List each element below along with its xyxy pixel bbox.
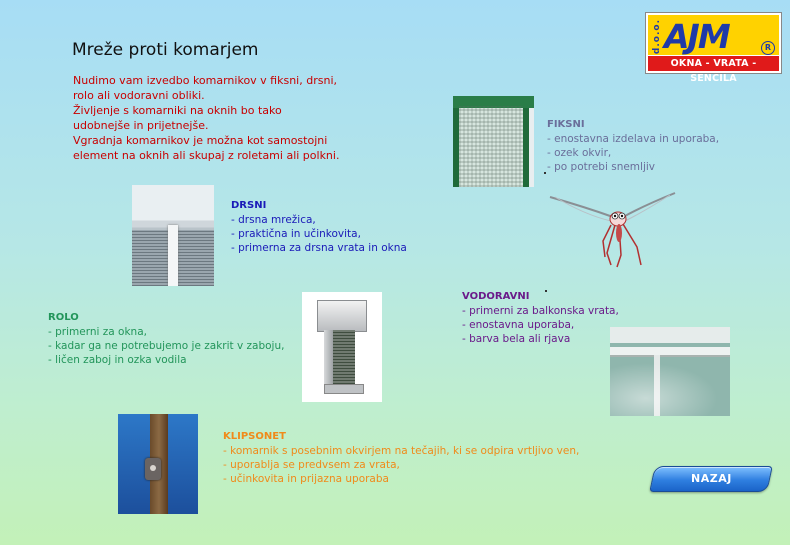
- section-line: - primerni za balkonska vrata,: [462, 305, 619, 317]
- section-line: - drsna mrežica,: [231, 214, 316, 226]
- section-line: - ozek okvir,: [547, 147, 612, 159]
- fiksni-photo: [453, 96, 534, 187]
- rolo-bottom: [324, 384, 364, 394]
- section-line: - po potrebi snemljiv: [547, 161, 656, 173]
- dot: [545, 290, 547, 292]
- section-drsni: [231, 199, 407, 255]
- section-line: - komarnik s posebnim okvirjem na tečajih, ki se odpira vrtljivo ven,: [223, 445, 580, 457]
- section-line: - primerna za drsna vrata in okna: [231, 242, 407, 254]
- fiksni-mesh: [459, 106, 523, 187]
- vodoravni-glass: [610, 357, 730, 416]
- rolo-mesh: [333, 330, 355, 390]
- intro-line: element na oknih ali skupaj z roletami ali polkni.: [73, 149, 340, 162]
- section-line: - enostavna uporaba,: [462, 319, 575, 331]
- section-title: KLIPSONET: [223, 431, 286, 442]
- section-line: - barva bela ali rjava: [462, 333, 571, 345]
- section-vodoravni: [462, 290, 619, 346]
- section-line: - ličen zaboj in ozka vodila: [48, 354, 187, 366]
- logo-doo: d.o.o.: [652, 19, 662, 55]
- section-title: ROLO: [48, 312, 79, 323]
- logo-yellow-field: [648, 15, 779, 55]
- dot: [544, 172, 546, 174]
- section-title: FIKSNI: [547, 119, 585, 130]
- section-line: - učinkovita in prijazna uporaba: [223, 473, 389, 485]
- back-button-label: NAZAJ: [690, 472, 732, 485]
- intro-line: Nudimo vam izvedbo komarnikov v fiksni, drsni,: [73, 74, 337, 87]
- rolo-box: [317, 300, 367, 332]
- drsni-photo: [132, 185, 214, 286]
- mosquito-icon: [545, 185, 680, 270]
- page-title: Mreže proti komarjem: [72, 40, 259, 60]
- section-fiksni: [547, 118, 719, 174]
- section-klipsonet: [223, 430, 579, 486]
- logo-brand: AJM: [664, 17, 729, 56]
- back-button[interactable]: [649, 466, 773, 492]
- intro-line: udobnejše in prijetnejše.: [73, 119, 209, 132]
- section-line: - uporablja se predvsem za vrata,: [223, 459, 400, 471]
- section-title: DRSNI: [231, 200, 267, 211]
- intro-text: [73, 73, 339, 163]
- intro-line: Vgradnja komarnikov je možna kot samostojni: [73, 134, 328, 147]
- intro-line: Življenje s komarniki na oknih bo tako: [73, 104, 282, 117]
- section-line: - enostavna izdelava in uporaba,: [547, 133, 720, 145]
- ajm-logo[interactable]: [645, 12, 782, 84]
- drsni-post: [168, 225, 178, 286]
- klipsonet-photo: [118, 414, 198, 514]
- section-title: VODORAVNI: [462, 291, 530, 302]
- rolo-photo: [302, 292, 382, 402]
- section-line: - praktična in učinkovita,: [231, 228, 361, 240]
- vodoravni-frame: [610, 347, 730, 357]
- section-rolo: [48, 311, 284, 367]
- section-line: - kadar ga ne potrebujemo je zakrit v zaboju,: [48, 340, 285, 352]
- klipsonet-clip: [145, 458, 161, 480]
- section-line: - primerni za okna,: [48, 326, 147, 338]
- intro-line: rolo ali vodoravni obliki.: [73, 89, 205, 102]
- logo-tagline: OKNA - VRATA - SENČILA: [648, 56, 779, 71]
- vodoravni-photo: [610, 327, 730, 416]
- registered-icon: R: [761, 41, 775, 55]
